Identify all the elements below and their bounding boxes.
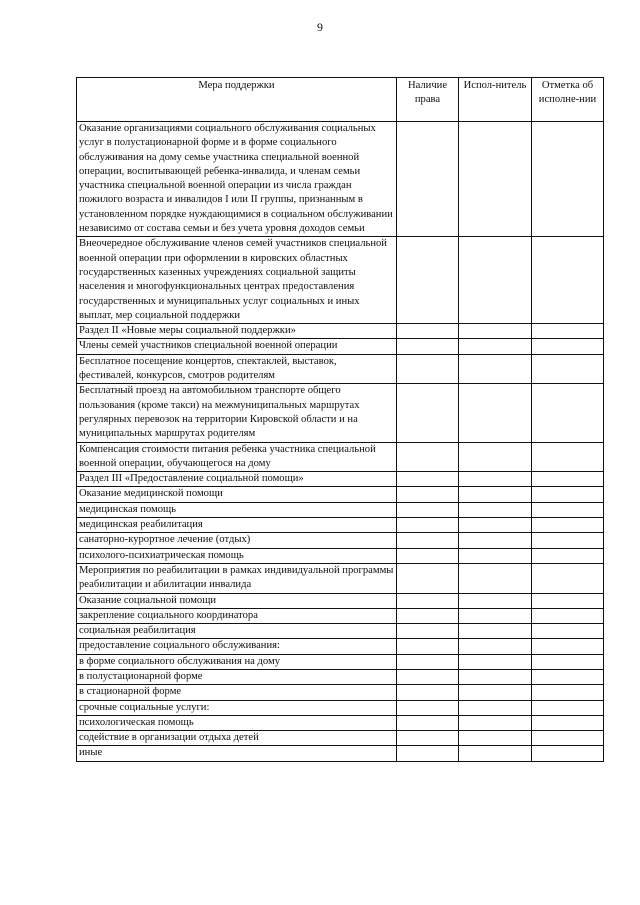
completion-mark-cell[interactable] bbox=[532, 518, 604, 533]
measure-cell: Мероприятия по реабилитации в рамках индивидуальной программы реабилитации и абилитации инвалида bbox=[77, 563, 397, 593]
measure-cell: срочные социальные услуги: bbox=[77, 700, 397, 715]
table-row bbox=[77, 354, 604, 384]
table-row bbox=[77, 669, 604, 684]
measure-cell: в полустационарной форме bbox=[77, 669, 397, 684]
completion-mark-cell[interactable] bbox=[532, 715, 604, 730]
measure-cell: социальная реабилитация bbox=[77, 624, 397, 639]
completion-mark-cell[interactable] bbox=[532, 354, 604, 384]
measure-cell: в стационарной форме bbox=[77, 685, 397, 700]
measure-cell: предоставление социального обслуживания: bbox=[77, 639, 397, 654]
measure-cell: Компенсация стоимости питания ребенка участника специальной военной операции, обучающегося на дому bbox=[77, 442, 397, 472]
executor-cell[interactable] bbox=[459, 731, 532, 746]
table-row bbox=[77, 593, 604, 608]
entitlement-cell[interactable] bbox=[397, 639, 459, 654]
table-row bbox=[77, 685, 604, 700]
table-row bbox=[77, 502, 604, 517]
measure-cell: медицинская помощь bbox=[77, 502, 397, 517]
table-row bbox=[77, 237, 604, 324]
entitlement-cell[interactable] bbox=[397, 563, 459, 593]
entitlement-cell[interactable] bbox=[397, 384, 459, 442]
completion-mark-cell[interactable] bbox=[532, 384, 604, 442]
measure-cell: Раздел II «Новые меры социальной поддержки» bbox=[77, 324, 397, 339]
measure-cell: Бесплатный проезд на автомобильном транспорте общего пользования (кроме такси) на межмуниципальных маршрутах регулярных перевозок на территории Кировской области и на муниципальных маршрутах родителям bbox=[77, 384, 397, 442]
executor-cell[interactable] bbox=[459, 122, 532, 237]
entitlement-cell[interactable] bbox=[397, 237, 459, 324]
entitlement-cell[interactable] bbox=[397, 502, 459, 517]
measure-cell: содействие в организации отдыха детей bbox=[77, 731, 397, 746]
measure-cell: Оказание организациями социального обслуживания социальных услуг в полустационарной форме и в форме социального обслуживания на дому семье участника специальной военной операции, воспитывающей ребенка-инвалида, и членам семьи участника специальной военной операции из числа граждан пожилого возраста и инвалидов I или II группы, признанным в установленном порядке нуждающимися в социальном обслуживании независимо от состава семьи и без учета уровня доходов семьи bbox=[77, 122, 397, 237]
entitlement-cell[interactable] bbox=[397, 731, 459, 746]
entitlement-cell[interactable] bbox=[397, 122, 459, 237]
completion-mark-cell[interactable] bbox=[532, 624, 604, 639]
entitlement-cell[interactable] bbox=[397, 654, 459, 669]
completion-mark-cell[interactable] bbox=[532, 746, 604, 761]
table-row bbox=[77, 472, 604, 487]
measure-cell: медицинская реабилитация bbox=[77, 518, 397, 533]
measure-cell: санаторно-курортное лечение (отдых) bbox=[77, 533, 397, 548]
executor-cell[interactable] bbox=[459, 669, 532, 684]
measure-cell: Раздел III «Предоставление социальной помощи» bbox=[77, 472, 397, 487]
table-row bbox=[77, 339, 604, 354]
executor-cell[interactable] bbox=[459, 354, 532, 384]
entitlement-cell[interactable] bbox=[397, 518, 459, 533]
entitlement-cell[interactable] bbox=[397, 354, 459, 384]
measure-cell: иные bbox=[77, 746, 397, 761]
entitlement-cell[interactable] bbox=[397, 487, 459, 502]
table-header-row bbox=[77, 78, 604, 122]
executor-cell[interactable] bbox=[459, 487, 532, 502]
completion-mark-cell[interactable] bbox=[532, 324, 604, 339]
header-measure: Мера поддержки bbox=[77, 78, 397, 122]
entitlement-cell[interactable] bbox=[397, 593, 459, 608]
entitlement-cell[interactable] bbox=[397, 533, 459, 548]
completion-mark-cell[interactable] bbox=[532, 654, 604, 669]
entitlement-cell[interactable] bbox=[397, 715, 459, 730]
completion-mark-cell[interactable] bbox=[532, 487, 604, 502]
table-row bbox=[77, 563, 604, 593]
page-number: 9 bbox=[317, 20, 323, 34]
entitlement-cell[interactable] bbox=[397, 700, 459, 715]
table-row bbox=[77, 608, 604, 623]
completion-mark-cell[interactable] bbox=[532, 608, 604, 623]
completion-mark-cell[interactable] bbox=[532, 669, 604, 684]
table-row bbox=[77, 654, 604, 669]
support-measures-table bbox=[76, 77, 604, 762]
table-row bbox=[77, 746, 604, 761]
header-executor: Испол-нитель bbox=[459, 78, 532, 122]
table-row bbox=[77, 122, 604, 237]
completion-mark-cell[interactable] bbox=[532, 685, 604, 700]
executor-cell[interactable] bbox=[459, 746, 532, 761]
measure-cell: Внеочередное обслуживание членов семей участников специальной военной операции при оформлении в кировских областных государственных казенных учреждениях социальной защиты населения и многофункциональных центрах предоставления государственных и муниципальных услуг социальных и иных выплат, мер социальной поддержки bbox=[77, 237, 397, 324]
executor-cell[interactable] bbox=[459, 700, 532, 715]
entitlement-cell[interactable] bbox=[397, 472, 459, 487]
executor-cell[interactable] bbox=[459, 472, 532, 487]
executor-cell[interactable] bbox=[459, 324, 532, 339]
entitlement-cell[interactable] bbox=[397, 685, 459, 700]
table-row bbox=[77, 715, 604, 730]
executor-cell[interactable] bbox=[459, 548, 532, 563]
executor-cell[interactable] bbox=[459, 685, 532, 700]
completion-mark-cell[interactable] bbox=[532, 339, 604, 354]
measure-cell: психологическая помощь bbox=[77, 715, 397, 730]
header-completion-mark: Отметка об исполне-нии bbox=[532, 78, 604, 122]
executor-cell[interactable] bbox=[459, 608, 532, 623]
executor-cell[interactable] bbox=[459, 654, 532, 669]
table-row bbox=[77, 548, 604, 563]
executor-cell[interactable] bbox=[459, 624, 532, 639]
table-row bbox=[77, 384, 604, 442]
entitlement-cell[interactable] bbox=[397, 608, 459, 623]
executor-cell[interactable] bbox=[459, 237, 532, 324]
completion-mark-cell[interactable] bbox=[532, 593, 604, 608]
completion-mark-cell[interactable] bbox=[532, 122, 604, 237]
table-row bbox=[77, 639, 604, 654]
completion-mark-cell[interactable] bbox=[532, 731, 604, 746]
completion-mark-cell[interactable] bbox=[532, 533, 604, 548]
measure-cell: Оказание социальной помощи bbox=[77, 593, 397, 608]
entitlement-cell[interactable] bbox=[397, 442, 459, 472]
entitlement-cell[interactable] bbox=[397, 624, 459, 639]
completion-mark-cell[interactable] bbox=[532, 563, 604, 593]
entitlement-cell[interactable] bbox=[397, 746, 459, 761]
entitlement-cell[interactable] bbox=[397, 339, 459, 354]
completion-mark-cell[interactable] bbox=[532, 502, 604, 517]
measure-cell: Члены семей участников специальной военной операции bbox=[77, 339, 397, 354]
measure-cell: в форме социального обслуживания на дому bbox=[77, 654, 397, 669]
table-row bbox=[77, 442, 604, 472]
table-row bbox=[77, 487, 604, 502]
measure-cell: Оказание медицинской помощи bbox=[77, 487, 397, 502]
executor-cell[interactable] bbox=[459, 639, 532, 654]
executor-cell[interactable] bbox=[459, 384, 532, 442]
header-entitlement: Наличие права bbox=[397, 78, 459, 122]
executor-cell[interactable] bbox=[459, 593, 532, 608]
table-row bbox=[77, 518, 604, 533]
completion-mark-cell[interactable] bbox=[532, 548, 604, 563]
executor-cell[interactable] bbox=[459, 715, 532, 730]
completion-mark-cell[interactable] bbox=[532, 639, 604, 654]
table-row bbox=[77, 324, 604, 339]
executor-cell[interactable] bbox=[459, 533, 532, 548]
entitlement-cell[interactable] bbox=[397, 548, 459, 563]
completion-mark-cell[interactable] bbox=[532, 472, 604, 487]
completion-mark-cell[interactable] bbox=[532, 442, 604, 472]
table-row bbox=[77, 731, 604, 746]
completion-mark-cell[interactable] bbox=[532, 237, 604, 324]
measure-cell: психолого-психиатрическая помощь bbox=[77, 548, 397, 563]
completion-mark-cell[interactable] bbox=[532, 700, 604, 715]
table-row bbox=[77, 624, 604, 639]
executor-cell[interactable] bbox=[459, 518, 532, 533]
entitlement-cell[interactable] bbox=[397, 669, 459, 684]
executor-cell[interactable] bbox=[459, 442, 532, 472]
table-row bbox=[77, 700, 604, 715]
executor-cell[interactable] bbox=[459, 339, 532, 354]
measure-cell: закрепление социального координатора bbox=[77, 608, 397, 623]
table-row bbox=[77, 533, 604, 548]
executor-cell[interactable] bbox=[459, 563, 532, 593]
measure-cell: Бесплатное посещение концертов, спектаклей, выставок, фестивалей, конкурсов, смотров родителям bbox=[77, 354, 397, 384]
executor-cell[interactable] bbox=[459, 502, 532, 517]
entitlement-cell[interactable] bbox=[397, 324, 459, 339]
